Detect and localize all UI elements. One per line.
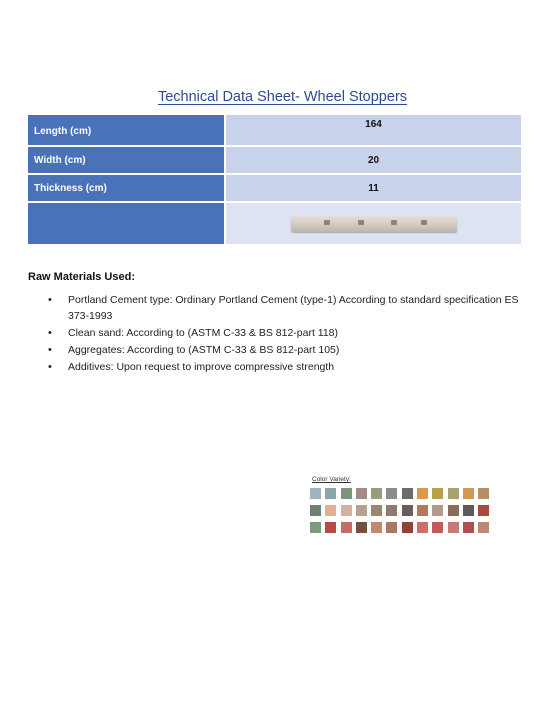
bullet-icon: • [48, 327, 52, 339]
spec-value: 20 [226, 147, 521, 175]
color-swatch [448, 488, 459, 499]
color-swatch [386, 505, 397, 516]
color-swatch [325, 505, 336, 516]
bullet-icon: • [48, 344, 52, 356]
page-title: Technical Data Sheet- Wheel Stoppers [157, 89, 408, 105]
color-swatch [356, 522, 367, 533]
spec-table [28, 115, 521, 246]
color-swatch [463, 488, 474, 499]
color-swatch [448, 505, 459, 516]
color-swatch [310, 522, 321, 533]
color-swatch [341, 488, 352, 499]
color-swatch [432, 522, 443, 533]
color-swatch [356, 488, 367, 499]
stopper-hole [391, 220, 397, 225]
raw-materials-list [48, 292, 534, 376]
color-swatch [341, 505, 352, 516]
color-swatch [478, 505, 489, 516]
color-swatch [325, 522, 336, 533]
color-variety-label: Color Variety: [312, 476, 351, 483]
color-swatch [448, 522, 459, 533]
stopper-hole [358, 220, 364, 225]
wheel-stopper-image [291, 216, 457, 232]
color-swatch [341, 522, 352, 533]
spec-row-thickness [28, 175, 521, 203]
color-swatch-grid [310, 488, 489, 533]
spec-label: Width (cm) [28, 147, 226, 175]
bullet-icon: • [48, 294, 52, 306]
color-swatch [432, 505, 443, 516]
spec-row-length [28, 115, 521, 147]
spec-image-cell [226, 203, 521, 246]
spec-label: Length (cm) [28, 115, 226, 147]
stopper-hole [324, 220, 330, 225]
color-swatch [432, 488, 443, 499]
spec-label-empty [28, 203, 226, 246]
spec-value: 11 [226, 175, 521, 203]
color-swatch [310, 488, 321, 499]
color-swatch [386, 488, 397, 499]
color-swatch [478, 522, 489, 533]
color-swatch [417, 522, 428, 533]
color-swatch [371, 505, 382, 516]
stopper-hole [421, 220, 427, 225]
list-item [48, 342, 534, 358]
raw-materials-heading: Raw Materials Used: [28, 271, 135, 283]
color-swatch [356, 505, 367, 516]
color-variety-chart [310, 476, 489, 533]
list-item-text: Clean sand: According to (ASTM C-33 & BS 812-part 118) [68, 327, 339, 339]
list-item-text: Aggregates: According to (ASTM C-33 & BS 812-part 105) [68, 344, 340, 356]
list-item [48, 359, 534, 375]
color-swatch [371, 522, 382, 533]
list-item-text: Portland Cement type: Ordinary Portland Cement (type-1) According to standard specification ES 373-1993 [68, 294, 519, 322]
color-swatch [463, 522, 474, 533]
color-swatch [417, 505, 428, 516]
color-swatch [402, 488, 413, 499]
color-swatch [463, 505, 474, 516]
color-swatch [402, 505, 413, 516]
list-item [48, 292, 534, 324]
color-swatch [325, 488, 336, 499]
spec-label: Thickness (cm) [28, 175, 226, 203]
color-swatch [478, 488, 489, 499]
list-item-text: Additives: Upon request to improve compressive strength [68, 361, 335, 373]
color-swatch [386, 522, 397, 533]
color-swatch [417, 488, 428, 499]
spec-row-width [28, 147, 521, 175]
color-swatch [371, 488, 382, 499]
bullet-icon: • [48, 361, 52, 373]
list-item [48, 325, 534, 341]
color-swatch [402, 522, 413, 533]
color-swatch [310, 505, 321, 516]
spec-value: 164 [226, 115, 521, 147]
spec-row-image [28, 203, 521, 246]
